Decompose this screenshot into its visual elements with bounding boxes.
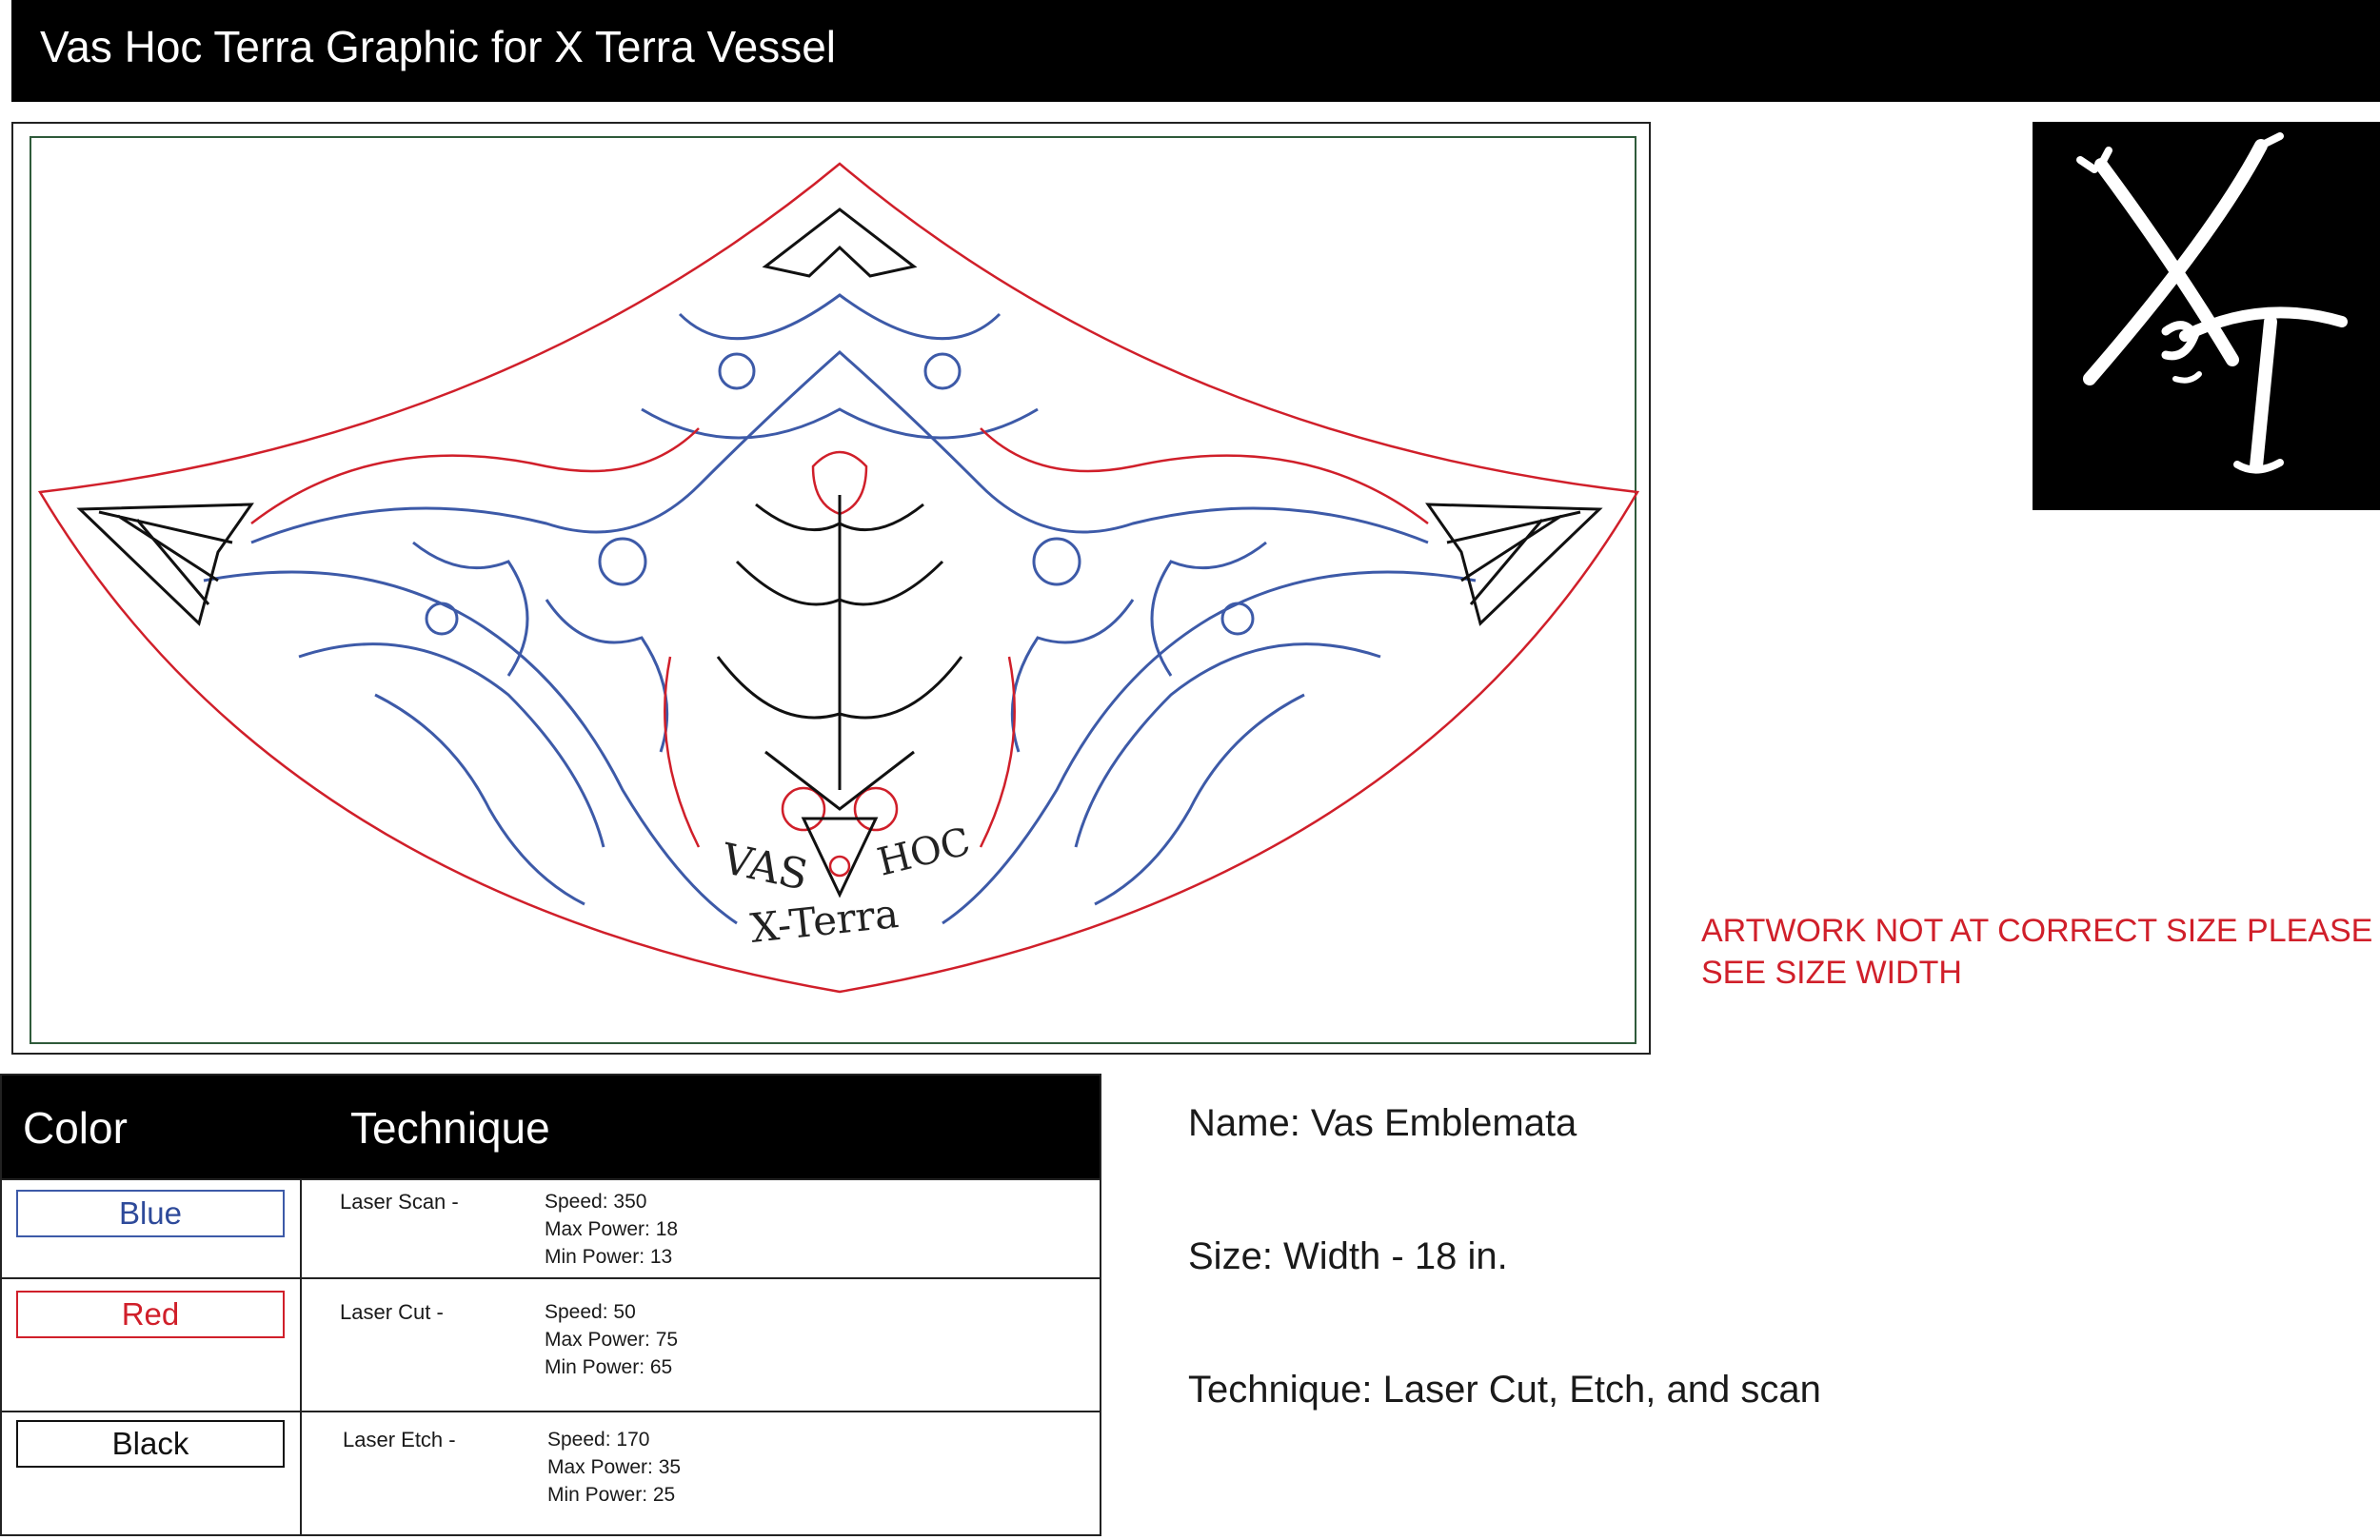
size-warning	[1701, 910, 2373, 994]
page-title: Vas Hoc Terra Graphic for X Terra Vessel	[40, 22, 837, 71]
param-speed: Speed: 350	[545, 1191, 647, 1213]
color-swatch-blue: Blue	[16, 1190, 285, 1237]
info-technique: Technique: Laser Cut, Etch, and scan	[1188, 1369, 1821, 1411]
info-size: Size: Width - 18 in.	[1188, 1235, 1508, 1277]
technique-name: Laser Scan -	[340, 1190, 459, 1214]
column-header-technique: Technique	[350, 1103, 550, 1153]
table-row	[2, 1178, 1100, 1277]
color-swatch-red: Red	[16, 1291, 285, 1338]
technique-params	[547, 1426, 681, 1509]
emblem-text-xterra: X-Terra	[747, 889, 902, 952]
spec-table-header	[2, 1076, 1100, 1178]
param-max-power: Max Power: 35	[547, 1456, 682, 1478]
param-max-power: Max Power: 18	[545, 1218, 679, 1240]
column-header-color: Color	[23, 1103, 128, 1153]
size-warning-line1: ARTWORK NOT AT CORRECT SIZE PLEASE	[1701, 913, 2373, 949]
table-row	[2, 1411, 1100, 1534]
info-name: Name: Vas Emblemata	[1188, 1102, 1577, 1144]
xt-logo	[2033, 122, 2380, 510]
etch-ornament	[80, 209, 1599, 895]
column-divider	[300, 1180, 302, 1277]
column-divider	[300, 1279, 302, 1411]
param-min-power: Min Power: 65	[545, 1356, 673, 1378]
param-max-power: Max Power: 75	[545, 1329, 679, 1351]
technique-params	[545, 1298, 678, 1381]
header-bar	[11, 0, 2380, 102]
color-swatch-black: Black	[16, 1420, 285, 1468]
technique-params	[545, 1188, 678, 1271]
param-min-power: Min Power: 13	[545, 1246, 673, 1268]
xt-logo-mark	[2033, 122, 2380, 510]
param-min-power: Min Power: 25	[547, 1484, 676, 1506]
spec-table	[0, 1074, 1101, 1536]
column-divider	[300, 1412, 302, 1534]
emblem-text-hoc: HOC	[873, 819, 975, 885]
param-speed: Speed: 50	[545, 1301, 636, 1323]
param-speed: Speed: 170	[547, 1429, 650, 1451]
size-warning-line2: SEE SIZE WIDTH	[1701, 955, 1962, 991]
artwork-illustration	[13, 124, 1649, 1053]
technique-name: Laser Cut -	[340, 1300, 444, 1324]
emblem-text-vas: VAS	[717, 834, 813, 900]
artwork-frame	[11, 122, 1651, 1055]
table-row	[2, 1277, 1100, 1411]
technique-name: Laser Etch -	[343, 1428, 456, 1451]
